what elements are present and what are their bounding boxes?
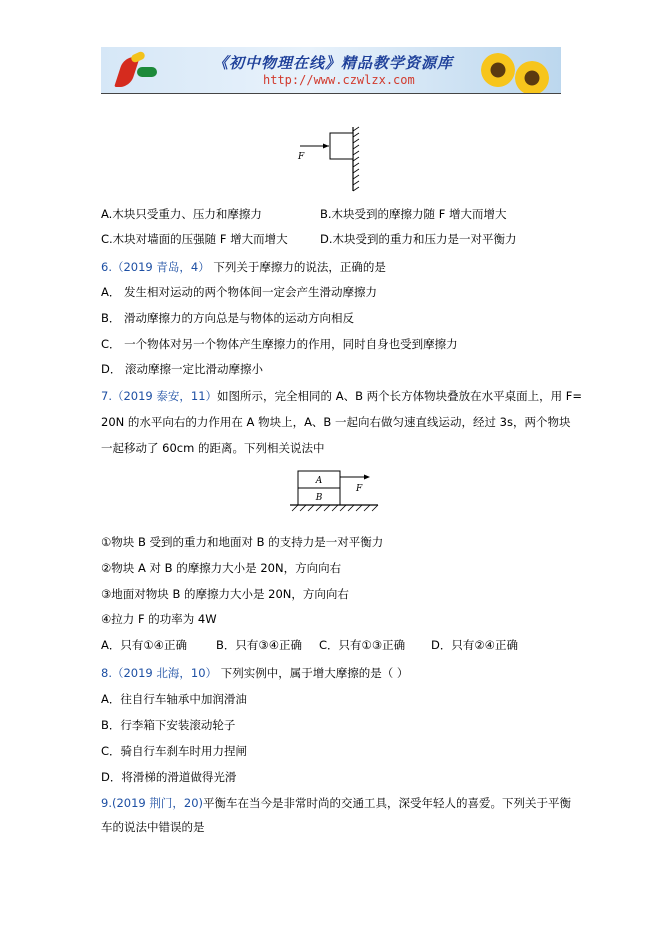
q7-option-a: A．只有①④正确 xyxy=(101,638,187,652)
q6-option-a: A． 发生相对运动的两个物体间一定会产生滑动摩擦力 xyxy=(101,285,378,299)
q6-option-d: D． 滚动摩擦一定比滑动摩擦小 xyxy=(101,362,264,376)
block-b-label: B xyxy=(315,493,323,503)
question-7-line3: 一起移动了 60cm 的距离。下列相关说法中 xyxy=(101,441,325,455)
question-text-line1: 如图所示，完全相同的 A、B 两个长方体物块叠放在水平桌面上，用 F= xyxy=(217,389,583,403)
question-source: （2019 泰安，11） xyxy=(111,389,218,403)
block xyxy=(330,133,353,159)
q7-option-c: C．只有①③正确 xyxy=(319,638,406,652)
q7-statement-2: ②物块 A 对 B 的摩擦力大小是 20N，方向向右 xyxy=(101,561,342,575)
logo-mark-leaf xyxy=(137,67,157,77)
question-7-stem xyxy=(101,387,582,405)
pull-force-arrowhead xyxy=(364,475,370,480)
q7-option-d: D．只有②④正确 xyxy=(431,638,518,652)
q7-option-b: B．只有③④正确 xyxy=(216,638,303,652)
q8-option-a: A．往自行车轴承中加润滑油 xyxy=(101,692,247,706)
question-9-line2: 车的说法中错误的是 xyxy=(101,820,205,834)
q8-option-c: C．骑自行车刹车时用力捏闸 xyxy=(101,744,248,758)
q7-statement-3: ③地面对物块 B 的摩擦力大小是 20N，方向向右 xyxy=(101,587,349,601)
table-hatching xyxy=(292,505,378,511)
question-number: 6. xyxy=(101,260,112,274)
stacked-blocks-figure xyxy=(290,468,385,520)
q7-statement-4: ④拉力 F 的功率为 4W xyxy=(101,612,217,626)
question-text-line1: 平衡车在当今是非常时尚的交通工具，深受年轻人的喜爱。下列关于平衡 xyxy=(203,796,572,810)
question-source: （2019 青岛，4） xyxy=(111,260,210,274)
force-label: F xyxy=(298,152,305,162)
block-a-label: A xyxy=(315,476,323,486)
question-6-stem xyxy=(101,258,386,276)
block-wall-figure xyxy=(290,125,370,195)
q6-option-c: C． 一个物体对另一个物体产生摩擦力的作用，同时自身也受到摩擦力 xyxy=(101,337,458,351)
question-8-stem xyxy=(101,664,408,682)
question-source: （2019 北海，10） xyxy=(111,666,218,680)
force-arrowhead xyxy=(323,144,329,149)
header-banner xyxy=(101,47,561,93)
q6-option-b: B． 滑动摩擦力的方向总是与物体的运动方向相反 xyxy=(101,311,355,325)
sunflower-decoration xyxy=(481,53,515,87)
question-9-stem xyxy=(101,794,571,812)
prev-option-c: C.木块对墙面的压强随 F 增大而增大 xyxy=(101,232,288,246)
question-number: 9. xyxy=(101,796,112,810)
question-number: 7. xyxy=(101,389,112,403)
question-number: 8. xyxy=(101,666,112,680)
banner-title: 《初中物理在线》精品教学资源库 xyxy=(213,54,454,72)
question-text: 下列实例中，属于增大摩擦的是（ ） xyxy=(220,666,409,680)
prev-option-b: B.木块受到的摩擦力随 F 增大而增大 xyxy=(320,207,507,221)
q8-option-d: D．将滑梯的滑道做得光滑 xyxy=(101,770,237,784)
q7-statement-1: ①物块 B 受到的重力和地面对 B 的支持力是一对平衡力 xyxy=(101,535,384,549)
banner-url: http://www.czwlzx.com xyxy=(263,73,415,87)
sunflower-decoration xyxy=(515,61,549,93)
q8-option-b: B．行李箱下安装滚动轮子 xyxy=(101,718,236,732)
prev-option-d: D.木块受到的重力和压力是一对平衡力 xyxy=(320,232,517,246)
question-source: (2019 荆门，20) xyxy=(111,796,204,810)
header-divider xyxy=(101,93,561,94)
question-7-line2: 20N 的水平向右的力作用在 A 物块上，A、B 一起向右做匀速直线运动，经过 3s，两个物块 xyxy=(101,415,571,429)
pull-force-label: F xyxy=(356,484,363,494)
wall-hatching xyxy=(353,127,359,191)
prev-option-a: A.木块只受重力、压力和摩擦力 xyxy=(101,207,262,221)
question-text: 下列关于摩擦力的说法，正确的是 xyxy=(213,260,386,274)
